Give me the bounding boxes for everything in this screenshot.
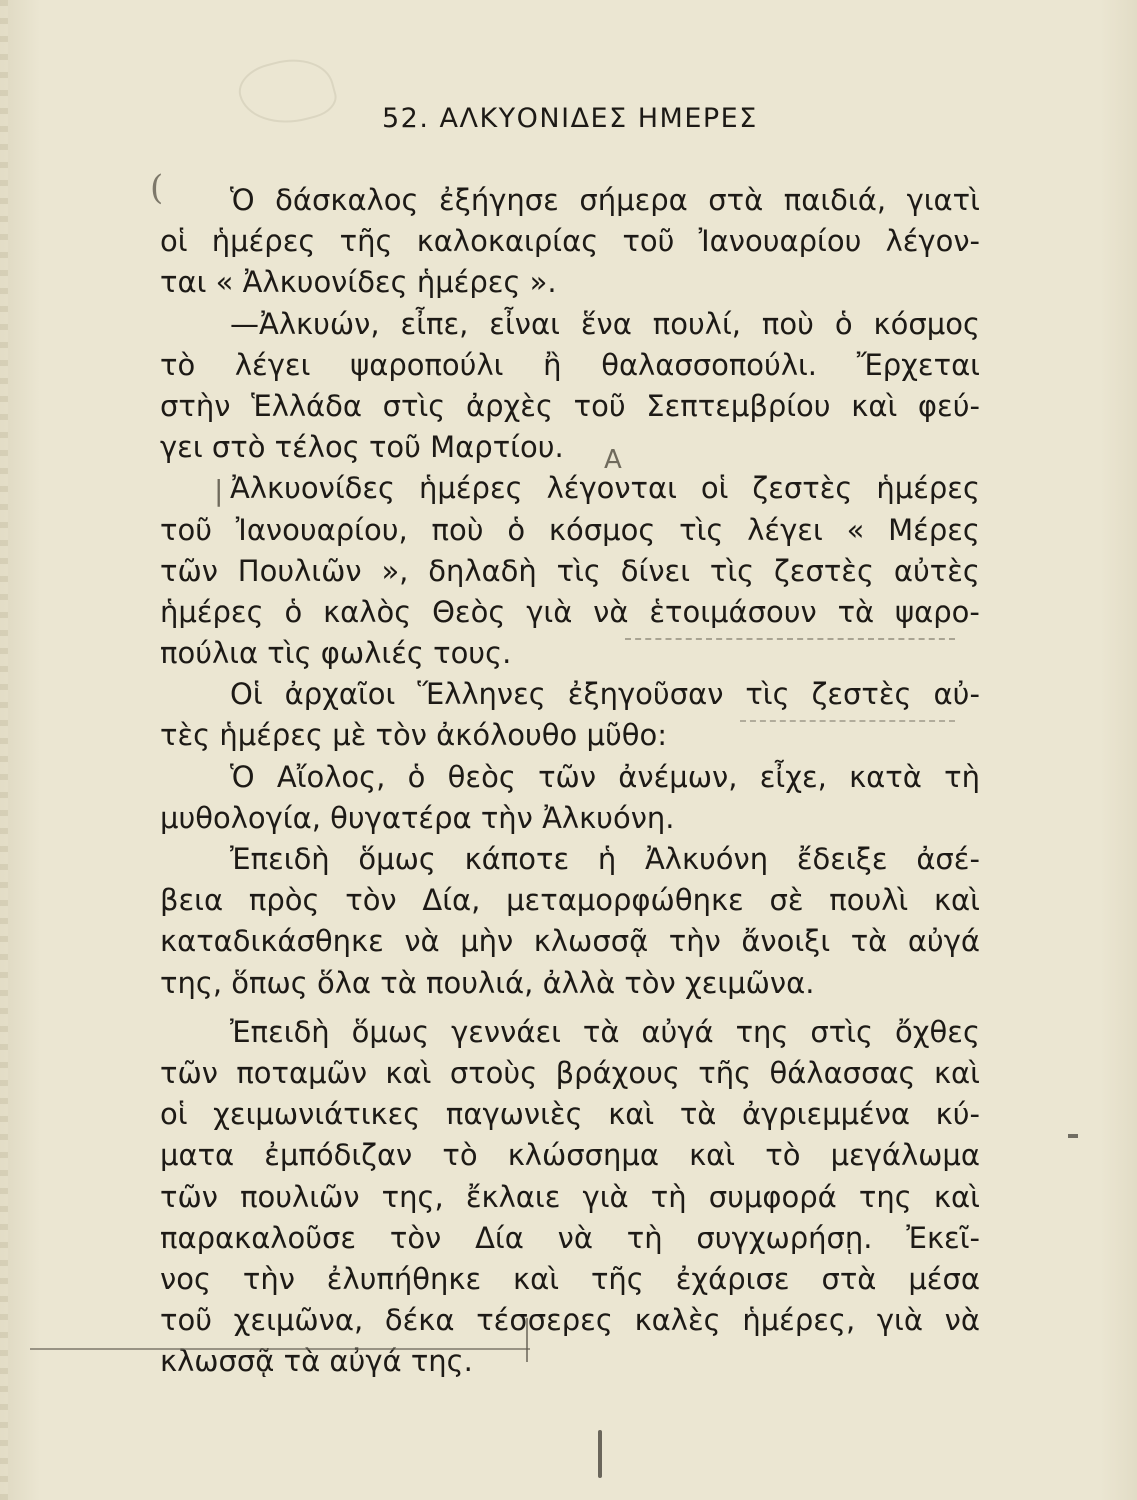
text-line bbox=[160, 839, 980, 880]
word: χειμῶνα, bbox=[233, 1303, 364, 1338]
word: της bbox=[858, 1179, 912, 1214]
word: τὴ bbox=[626, 1220, 663, 1255]
word: στὰ bbox=[821, 1261, 877, 1296]
word: τὸ bbox=[765, 1138, 801, 1173]
word: ἄνοιξι bbox=[741, 924, 831, 959]
word: της bbox=[735, 1014, 789, 1049]
word: νος bbox=[160, 1261, 211, 1296]
word: ἡ bbox=[597, 842, 617, 876]
text-line: της, ὅπως ὅλα τὰ πουλιά, ἀλλὰ τὸν χειμῶνα. bbox=[160, 965, 815, 1000]
word: κύ- bbox=[935, 1097, 980, 1132]
word: ἔκλαιε bbox=[465, 1179, 561, 1214]
text-line bbox=[160, 1135, 980, 1176]
word: ψαροπούλι bbox=[350, 347, 504, 382]
word: πουλί, bbox=[652, 306, 741, 341]
word: τῶν bbox=[160, 1179, 218, 1214]
word: Δία bbox=[475, 1220, 524, 1255]
word: τὰ bbox=[850, 924, 888, 959]
word: παρακαλοῦσε bbox=[160, 1220, 357, 1255]
word: καλοκαιρίας bbox=[416, 224, 599, 259]
word: θεὸς bbox=[447, 759, 516, 794]
word: παιδιά, bbox=[783, 183, 887, 217]
word: τέσσερες bbox=[476, 1303, 613, 1338]
word: δάσκαλος bbox=[275, 183, 419, 217]
word: λέγον- bbox=[885, 224, 980, 259]
word: τὴν bbox=[668, 924, 721, 959]
word: ἐξήγησε bbox=[439, 183, 559, 217]
word: ἐλυπήθηκε bbox=[326, 1261, 482, 1296]
text-line bbox=[160, 304, 980, 345]
word: εἶχε, bbox=[759, 759, 827, 794]
word: ἐχάρισε bbox=[675, 1261, 790, 1296]
word: τὰ bbox=[679, 1097, 717, 1132]
word: καὶ bbox=[933, 883, 980, 918]
word: συμφορά bbox=[708, 1179, 837, 1214]
word: τὸ bbox=[442, 1138, 478, 1173]
word: καλὲς bbox=[634, 1303, 721, 1338]
word: Ἔρχεται bbox=[856, 347, 980, 382]
word: ζεστὲς bbox=[811, 677, 912, 712]
word: τὶς bbox=[745, 677, 790, 712]
word: τὸν bbox=[389, 1220, 442, 1255]
text-line bbox=[160, 1259, 980, 1300]
word: κατὰ bbox=[849, 759, 922, 794]
text-line bbox=[160, 1012, 980, 1053]
word: παγωνιὲς bbox=[445, 1097, 583, 1132]
running-head: 52. ΑΛΚΥΟΝΙΔΕΣ ΗΜΕΡΕΣ bbox=[382, 103, 758, 134]
word: πουλὶ bbox=[829, 883, 909, 918]
text-line bbox=[160, 921, 980, 962]
word: Θεὸς bbox=[432, 594, 506, 629]
word: ἀγριεμμένα bbox=[741, 1097, 911, 1132]
word: κόσμος bbox=[873, 306, 980, 341]
word: ἡμέρες bbox=[211, 224, 316, 259]
word: τὰ bbox=[837, 594, 875, 629]
word: ποὺ bbox=[431, 512, 484, 547]
word: ἐξηγοῦσαν bbox=[567, 677, 724, 712]
word: ἀρχὲς bbox=[466, 388, 553, 423]
pencil-open-paren: ( bbox=[150, 168, 164, 208]
text-line bbox=[160, 674, 980, 715]
pencil-scribble bbox=[233, 49, 340, 135]
word: Αἴολος, bbox=[276, 759, 386, 794]
word: κόσμος bbox=[548, 512, 656, 547]
text-line: κλωσσᾷ τὰ αὐγά της. bbox=[160, 1344, 473, 1379]
word: μέσα bbox=[908, 1261, 980, 1296]
word: Ἑλλάδα bbox=[251, 388, 362, 423]
word: οἱ bbox=[160, 1097, 188, 1132]
word: καὶ bbox=[513, 1261, 560, 1296]
word: βεια bbox=[160, 883, 224, 918]
word: γιὰ bbox=[526, 594, 573, 629]
word: ὄχθες bbox=[895, 1014, 980, 1049]
text-line bbox=[160, 592, 980, 633]
word: θαλασσοπούλι. bbox=[601, 347, 818, 382]
word: ἡμέρες bbox=[419, 471, 523, 506]
text-line bbox=[160, 880, 980, 921]
word: τὶς bbox=[556, 553, 601, 588]
text-line bbox=[160, 386, 980, 427]
word: καὶ bbox=[689, 1138, 736, 1173]
word: εἶπε, bbox=[400, 306, 469, 341]
word: δίνει bbox=[620, 553, 691, 588]
word: τοῦ bbox=[160, 1303, 212, 1338]
word: λέγονται bbox=[546, 471, 677, 506]
word: τὶς bbox=[679, 512, 724, 547]
word: χειμωνιάτικες bbox=[213, 1097, 421, 1132]
word: φεύ- bbox=[917, 388, 980, 423]
word: ἡμέρες, bbox=[742, 1303, 856, 1338]
word: νὰ bbox=[593, 594, 629, 629]
word: αὐ- bbox=[933, 677, 980, 712]
word: σήμερα bbox=[579, 183, 688, 217]
word: ἕνα bbox=[580, 306, 632, 341]
word: Δία, bbox=[422, 883, 481, 918]
word: τῶν bbox=[160, 1055, 218, 1090]
word: στὶς bbox=[382, 388, 446, 423]
word: ἢ bbox=[543, 347, 562, 382]
word: Πουλιῶν bbox=[237, 553, 362, 588]
word: τῆς bbox=[590, 1261, 644, 1296]
word: τὰ bbox=[582, 1014, 620, 1049]
word: ματα bbox=[160, 1138, 235, 1173]
word: κάποτε bbox=[464, 842, 570, 876]
word: αὐγά bbox=[641, 1014, 714, 1049]
text-line bbox=[160, 1094, 980, 1135]
word: καὶ bbox=[851, 388, 898, 423]
word: καλὸς bbox=[323, 594, 412, 629]
word: γιὰ bbox=[582, 1179, 629, 1214]
word: Σεπτεμβρίου bbox=[646, 388, 831, 423]
word: ὁ bbox=[407, 759, 426, 794]
word: τὸ bbox=[160, 347, 196, 382]
word: τῆς bbox=[698, 1055, 752, 1090]
word: μεγάλωμα bbox=[830, 1138, 980, 1173]
word: Ἐπειδὴ bbox=[230, 1014, 330, 1049]
word: ὁ bbox=[284, 594, 303, 629]
bottom-mark bbox=[598, 1430, 602, 1478]
text-line: ται « Ἀλκυονίδες ἡμέρες ». bbox=[160, 265, 557, 300]
word: οἱ bbox=[700, 471, 729, 506]
body-text bbox=[160, 180, 980, 1382]
word: Μέρες bbox=[888, 512, 980, 547]
word: νὰ bbox=[944, 1303, 980, 1338]
word: ἡμέρες bbox=[160, 594, 264, 629]
word: Ἐπειδὴ bbox=[230, 842, 330, 876]
word: τῶν bbox=[160, 553, 218, 588]
word: τὴ bbox=[650, 1179, 687, 1214]
word: ποὺ bbox=[761, 306, 814, 341]
word: ὁ bbox=[507, 512, 526, 547]
word: λέγει bbox=[234, 347, 311, 382]
word: ἔδειξε bbox=[796, 842, 888, 876]
word: στοὺς bbox=[449, 1055, 538, 1090]
word: τὸν bbox=[345, 883, 397, 918]
word: τὴ bbox=[944, 759, 980, 794]
margin-dash bbox=[1068, 1134, 1078, 1138]
pencil-bar-mark: | bbox=[214, 474, 224, 507]
word: « bbox=[846, 512, 865, 547]
word: Ὁ bbox=[230, 759, 255, 794]
word: Ἕλληνες bbox=[417, 677, 546, 712]
word: καὶ bbox=[608, 1097, 655, 1132]
text-line bbox=[160, 468, 980, 509]
word: καὶ bbox=[933, 1179, 980, 1214]
word: ἑτοιμάσουν bbox=[649, 594, 817, 629]
word: ἡμέρες bbox=[876, 471, 980, 506]
word: τῆς bbox=[339, 224, 393, 259]
word: κλωσσᾷ bbox=[533, 924, 649, 959]
word: ὅμως bbox=[351, 1014, 430, 1049]
text-line bbox=[160, 180, 980, 221]
word: Ἰανουαρίου, bbox=[235, 512, 408, 547]
word: Οἱ bbox=[230, 677, 263, 712]
text-line: τὲς ἡμέρες μὲ τὸν ἀκόλουθο μῦθο: bbox=[160, 718, 667, 753]
spine-edge bbox=[0, 0, 8, 1500]
word: πρὸς bbox=[248, 883, 320, 918]
word: μὴν bbox=[460, 924, 514, 959]
word: ἀνέμων, bbox=[618, 759, 738, 794]
word: ὁ bbox=[834, 306, 853, 341]
word: ζεστὲς bbox=[752, 471, 853, 506]
text-line bbox=[160, 510, 980, 551]
pencil-bracket bbox=[520, 1318, 528, 1362]
word: νὰ bbox=[404, 924, 440, 959]
word: συγχωρήσῃ. bbox=[696, 1220, 873, 1255]
word: κλώσσημα bbox=[507, 1138, 659, 1173]
word: ἀρχαῖοι bbox=[284, 677, 396, 712]
word: καὶ bbox=[385, 1055, 432, 1090]
word: ψαρο- bbox=[895, 594, 980, 629]
text-line bbox=[160, 1053, 980, 1094]
word: Ἰανουαρίου bbox=[698, 224, 862, 259]
text-line: μυθολογία, θυγατέρα τὴν Ἀλκυόνη. bbox=[160, 800, 675, 835]
word: σὲ bbox=[769, 883, 804, 918]
pencil-rule bbox=[740, 720, 955, 722]
word: αὐγά bbox=[907, 924, 980, 959]
word: », bbox=[381, 553, 409, 588]
word: στὶς bbox=[810, 1014, 874, 1049]
pencil-rule bbox=[625, 638, 955, 640]
word: τὶς bbox=[709, 553, 755, 588]
word: καταδικάσθηκε bbox=[160, 924, 384, 959]
word: της, bbox=[381, 1179, 444, 1214]
word: ἐμπόδιζαν bbox=[264, 1138, 413, 1173]
word: νὰ bbox=[557, 1220, 593, 1255]
text-line bbox=[160, 1218, 980, 1259]
word: δέκα bbox=[384, 1303, 455, 1338]
text-line bbox=[160, 551, 980, 592]
word: τὴν bbox=[242, 1261, 295, 1296]
text-line: πούλια τὶς φωλιές τους. bbox=[160, 636, 512, 671]
word: ἀσέ- bbox=[916, 842, 980, 876]
word: Ὁ bbox=[230, 183, 255, 217]
word: τοῦ bbox=[622, 224, 675, 259]
word: εἶναι bbox=[489, 306, 560, 341]
word: Ἀλκυόνη bbox=[644, 842, 769, 876]
text-line: γει στὸ τέλος τοῦ Μαρτίου. bbox=[160, 430, 564, 465]
word: γιατὶ bbox=[906, 183, 980, 217]
word: βράχους bbox=[555, 1055, 680, 1090]
word: οἱ bbox=[160, 224, 188, 259]
word: δηλαδὴ bbox=[428, 553, 537, 588]
text-line bbox=[160, 757, 980, 798]
word: ζεστὲς bbox=[774, 553, 874, 588]
word: —Ἀλκυών, bbox=[230, 306, 380, 341]
word: τῶν bbox=[538, 759, 597, 794]
text-line bbox=[160, 1177, 980, 1218]
word: στὴν bbox=[160, 388, 231, 423]
word: τοῦ bbox=[573, 388, 626, 423]
word: γιὰ bbox=[876, 1303, 923, 1338]
word: θάλασσας bbox=[769, 1055, 916, 1090]
text-line bbox=[160, 221, 980, 262]
word: τοῦ bbox=[160, 512, 212, 547]
word: καὶ bbox=[933, 1055, 980, 1090]
word: ποταμῶν bbox=[236, 1055, 368, 1090]
word: ὅμως bbox=[358, 842, 436, 876]
text-line bbox=[160, 345, 980, 386]
pencil-a-mark: A bbox=[604, 445, 622, 475]
text-line bbox=[160, 1300, 980, 1341]
word: Ἀλκυονίδες bbox=[230, 471, 396, 506]
word: πουλιῶν bbox=[240, 1179, 360, 1214]
word: μεταμορφώθηκε bbox=[506, 883, 744, 918]
word: αὐτὲς bbox=[893, 553, 980, 588]
word: λέγει bbox=[747, 512, 823, 547]
word: Ἐκεῖ- bbox=[906, 1220, 980, 1255]
word: γεννάει bbox=[451, 1014, 561, 1049]
pencil-underline bbox=[30, 1348, 530, 1350]
word: στὰ bbox=[708, 183, 764, 217]
